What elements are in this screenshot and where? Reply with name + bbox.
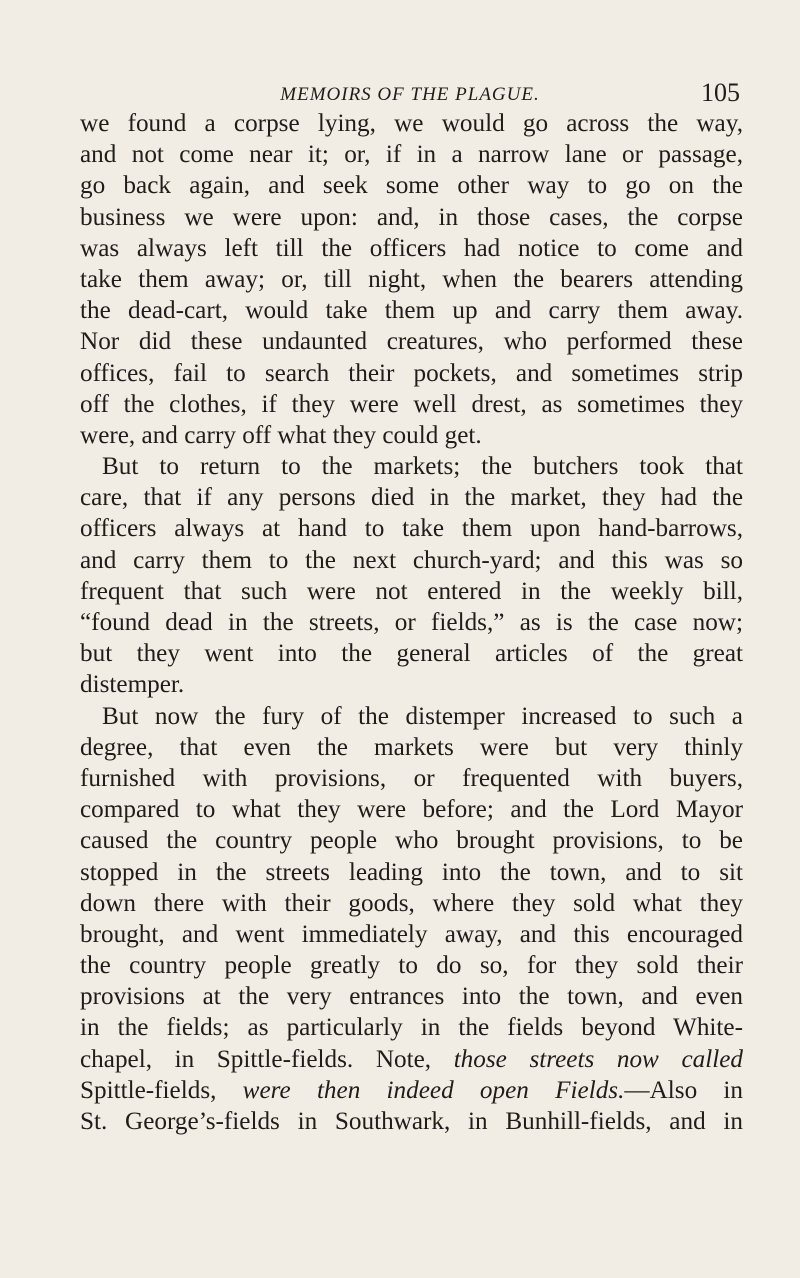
text-line: take them away; or, till night, when the bearers attending	[80, 265, 743, 293]
text-line: frequent that such were not entered in the weekly bill,	[80, 577, 743, 605]
text-line: down there with their goods, where they sold what they	[80, 889, 743, 917]
text-line: St. George’s-fields in Southwark, in Bunhill-fields, and in	[80, 1108, 743, 1135]
text-line: was always left till the officers had notice to come and	[80, 234, 743, 262]
text-line: brought, and went immediately away, and this encouraged	[80, 920, 743, 948]
text-line: caused the country people who brought provisions, to be	[80, 827, 743, 855]
text-line: but they went into the general articles of the great	[80, 640, 743, 668]
text-line: the country people greatly to do so, for they sold their	[80, 952, 743, 980]
italic-segment: were then indeed open Fields.	[242, 1076, 625, 1104]
text-line: care, that if any persons died in the market, they had the	[80, 484, 743, 512]
text-line: the dead-cart, would take them up and carry them away.	[80, 297, 743, 325]
text-line: offices, fail to search their pockets, and sometimes strip	[80, 359, 743, 387]
running-head	[80, 80, 740, 110]
text-line: furnished with provisions, or frequented with buyers,	[80, 764, 743, 792]
text-line: Nor did these undaunted creatures, who performed these	[80, 328, 743, 356]
running-title: MEMOIRS OF THE PLAGUE.	[280, 84, 540, 105]
text-line: off the clothes, if they were well drest, as sometimes they	[80, 390, 743, 418]
text-line: But now the fury of the distemper increased to such a	[102, 702, 743, 730]
text-line: But to return to the markets; the butchers took that	[102, 453, 743, 481]
body-text	[80, 108, 743, 1137]
italic-segment: those streets now called	[453, 1045, 743, 1073]
text-line: in the fields; as particularly in the fields beyond White-	[80, 1014, 743, 1042]
text-line: provisions at the very entrances into the town, and even	[80, 983, 743, 1011]
text-line: “found dead in the streets, or fields,” as is the case now;	[80, 609, 743, 636]
text-line	[80, 1044, 743, 1075]
text-line: go back again, and seek some other way to go on the	[80, 172, 743, 200]
text-line: compared to what they were before; and the Lord Mayor	[80, 796, 743, 824]
text-line: stopped in the streets leading into the town, and to sit	[80, 858, 743, 886]
text-line	[80, 1075, 743, 1106]
text-line: officers always at hand to take them upon hand-barrows,	[80, 515, 743, 543]
text-line: and carry them to the next church-yard; and this was so	[80, 546, 743, 574]
text-line: we found a corpse lying, we would go across the way,	[80, 110, 743, 137]
text-line: distemper.	[80, 671, 185, 699]
text-segment: chapel, in Spittle-fields. Note,	[80, 1045, 432, 1073]
text-line: business we were upon: and, in those cases, the corpse	[80, 203, 743, 231]
text-line: and not come near it; or, if in a narrow lane or passage,	[80, 141, 743, 169]
text-segment: —Also in	[624, 1076, 743, 1104]
text-line: were, and carry off what they could get.	[80, 421, 482, 449]
text-segment: Spittle-fields,	[80, 1076, 217, 1104]
page-number: 105	[701, 78, 740, 107]
text-line: degree, that even the markets were but very thinly	[80, 733, 743, 761]
